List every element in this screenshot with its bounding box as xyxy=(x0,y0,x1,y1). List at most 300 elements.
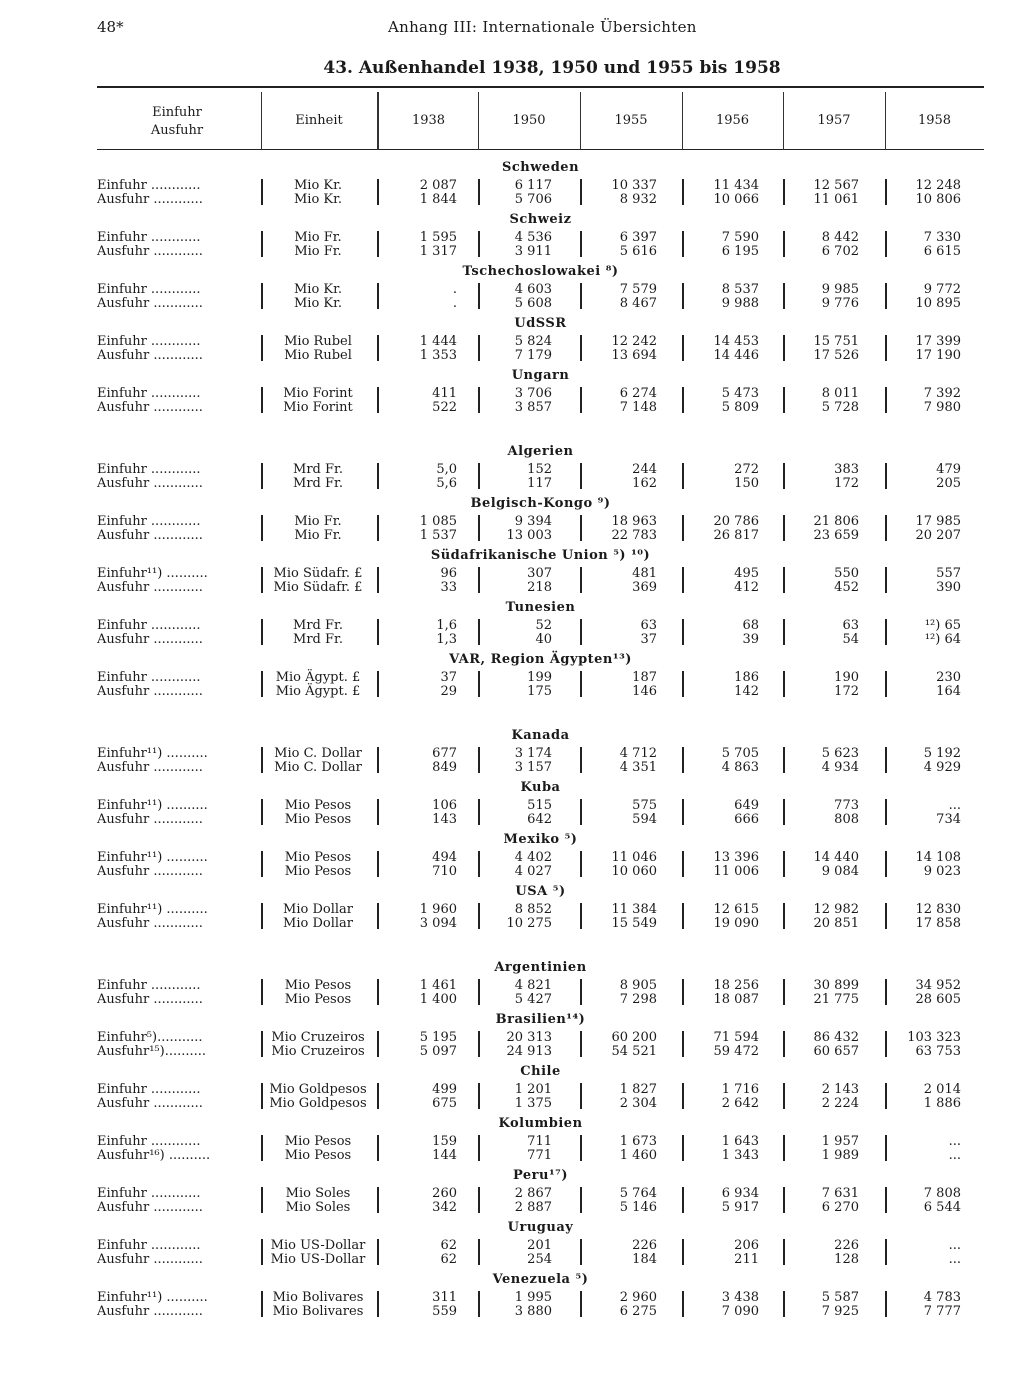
column-divider xyxy=(377,231,379,257)
cell-value: 18 963 xyxy=(611,514,657,529)
cell-value: 96 xyxy=(440,566,457,581)
cell-value: 159 xyxy=(432,1134,457,1149)
cell-value: 5 616 xyxy=(619,244,657,259)
cell-value: 5 587 xyxy=(821,1290,859,1305)
cell-value: 1 400 xyxy=(419,992,457,1007)
row-unit: Mio Bolivares xyxy=(272,1304,364,1319)
column-divider xyxy=(261,1187,263,1213)
row-unit: Mio Rubel xyxy=(284,348,352,363)
cell-value: 7 090 xyxy=(721,1304,759,1319)
row-label-ausfuhr: Ausfuhr ............ xyxy=(97,864,203,879)
cell-value: 2 143 xyxy=(821,1082,859,1097)
column-divider xyxy=(783,979,785,1005)
row-unit: Mio C. Dollar xyxy=(274,760,362,775)
cell-value: 14 446 xyxy=(713,348,759,363)
cell-value: 164 xyxy=(936,684,961,699)
cell-value: 11 006 xyxy=(713,864,759,879)
cell-value: 128 xyxy=(834,1252,859,1267)
cell-value: 54 521 xyxy=(611,1044,657,1059)
cell-value: 3 157 xyxy=(514,760,552,775)
cell-value: 369 xyxy=(632,580,657,595)
cell-value: 11 384 xyxy=(611,902,657,917)
column-divider xyxy=(261,463,263,489)
row-unit: Mio Kr. xyxy=(293,296,343,311)
column-divider xyxy=(261,903,263,929)
cell-value: 412 xyxy=(734,580,759,595)
column-divider xyxy=(783,567,785,593)
cell-value: 184 xyxy=(632,1252,657,1267)
column-divider xyxy=(885,231,887,257)
column-divider xyxy=(580,515,582,541)
row-label-einfuhr: Einfuhr¹¹) .......... xyxy=(97,1290,208,1305)
cell-value: 2 087 xyxy=(419,178,457,193)
row-label-einfuhr: Einfuhr ............ xyxy=(97,462,201,477)
cell-value: 199 xyxy=(527,670,552,685)
row-label-einfuhr: Einfuhr ............ xyxy=(97,978,201,993)
country-data-block xyxy=(97,901,984,934)
column-divider xyxy=(580,671,582,697)
cell-value: 1 343 xyxy=(721,1148,759,1163)
cell-value: 244 xyxy=(632,462,657,477)
row-label-ausfuhr: Ausfuhr ............ xyxy=(97,1096,203,1111)
cell-value: 7 980 xyxy=(923,400,961,415)
row-label-ausfuhr: Ausfuhr ............ xyxy=(97,1200,203,1215)
column-divider xyxy=(377,387,379,413)
cell-value: 24 913 xyxy=(506,1044,552,1059)
cell-value: 9 988 xyxy=(721,296,759,311)
cell-value: 2 014 xyxy=(923,1082,961,1097)
column-divider xyxy=(783,619,785,645)
column-divider xyxy=(885,283,887,309)
country-heading: Tunesien xyxy=(505,600,576,615)
column-divider xyxy=(377,903,379,929)
column-divider xyxy=(682,1187,684,1213)
cell-value: 14 453 xyxy=(713,334,759,349)
row-unit: Mio Kr. xyxy=(293,178,343,193)
column-divider xyxy=(478,903,480,929)
row-unit: Mio Südafr. £ xyxy=(273,566,363,581)
column-divider xyxy=(478,283,480,309)
column-divider xyxy=(478,671,480,697)
row-unit: Mio US-Dollar xyxy=(270,1252,366,1267)
column-divider xyxy=(682,619,684,645)
cell-value: 39 xyxy=(742,632,759,647)
cell-value: 5 146 xyxy=(619,1200,657,1215)
cell-value: 4 821 xyxy=(514,978,552,993)
cell-value: . xyxy=(452,296,457,311)
cell-value: 4 934 xyxy=(821,760,859,775)
row-label-einfuhr: Einfuhr ............ xyxy=(97,386,201,401)
cell-value: 146 xyxy=(632,684,657,699)
cell-value: 21 806 xyxy=(813,514,859,529)
cell-value: 54 xyxy=(842,632,859,647)
cell-value: 9 985 xyxy=(821,282,859,297)
cell-value: 1 201 xyxy=(514,1082,552,1097)
header-top-rule xyxy=(97,86,984,88)
column-divider xyxy=(682,747,684,773)
row-unit: Mrd Fr. xyxy=(293,618,343,633)
cell-value: 7 392 xyxy=(923,386,961,401)
cell-value: 6 195 xyxy=(721,244,759,259)
header-year: 1957 xyxy=(817,113,851,128)
row-unit: Mio Pesos xyxy=(284,864,352,879)
column-divider xyxy=(580,979,582,1005)
row-unit: Mio Cruzeiros xyxy=(271,1044,365,1059)
cell-value: 7 579 xyxy=(619,282,657,297)
row-label-ausfuhr: Ausfuhr ............ xyxy=(97,476,203,491)
cell-value: 6 270 xyxy=(821,1200,859,1215)
row-unit: Mio Fr. xyxy=(294,514,342,529)
cell-value: 675 xyxy=(432,1096,457,1111)
row-label-ausfuhr: Ausfuhr ............ xyxy=(97,1252,203,1267)
cell-value: 10 275 xyxy=(506,916,552,931)
cell-value: 557 xyxy=(936,566,961,581)
column-divider xyxy=(682,1083,684,1109)
column-divider xyxy=(478,1187,480,1213)
row-label-ausfuhr: Ausfuhr ............ xyxy=(97,296,203,311)
column-divider xyxy=(885,903,887,929)
column-divider xyxy=(783,515,785,541)
country-heading: Argentinien xyxy=(494,960,587,975)
row-unit: Mio Pesos xyxy=(284,812,352,827)
column-divider xyxy=(377,1239,379,1265)
column-divider xyxy=(682,979,684,1005)
cell-value: 211 xyxy=(734,1252,759,1267)
column-divider xyxy=(261,283,263,309)
country-heading: Algerien xyxy=(507,444,574,459)
country-data-block xyxy=(97,1237,984,1270)
cell-value: 20 313 xyxy=(506,1030,552,1045)
country-heading: VAR, Region Ägypten¹³) xyxy=(449,652,632,667)
column-divider xyxy=(580,179,582,205)
cell-value: 1 960 xyxy=(419,902,457,917)
column-divider xyxy=(682,1135,684,1161)
cell-value: 711 xyxy=(527,1134,552,1149)
cell-value: 5 473 xyxy=(721,386,759,401)
row-label-einfuhr: Einfuhr¹¹) .......... xyxy=(97,902,208,917)
column-divider xyxy=(261,799,263,825)
cell-value: 1 460 xyxy=(619,1148,657,1163)
cell-value: 4 863 xyxy=(721,760,759,775)
header-separator xyxy=(682,92,683,150)
header-separator xyxy=(885,92,886,150)
header-einfuhr: Einfuhr xyxy=(152,105,202,120)
cell-value: 8 442 xyxy=(821,230,859,245)
cell-value: 495 xyxy=(734,566,759,581)
column-divider xyxy=(885,671,887,697)
cell-value: 15 751 xyxy=(813,334,859,349)
country-heading: Ungarn xyxy=(511,368,570,383)
column-divider xyxy=(478,387,480,413)
column-divider xyxy=(261,671,263,697)
country-data-block xyxy=(97,745,984,778)
cell-value: 6 274 xyxy=(619,386,657,401)
column-divider xyxy=(580,231,582,257)
cell-value: 201 xyxy=(527,1238,552,1253)
cell-value: 9 394 xyxy=(514,514,552,529)
row-label-einfuhr: Einfuhr ............ xyxy=(97,1134,201,1149)
column-divider xyxy=(261,1135,263,1161)
row-label-einfuhr: Einfuhr¹¹) .......... xyxy=(97,850,208,865)
column-divider xyxy=(377,335,379,361)
row-unit: Mio Dollar xyxy=(283,902,353,917)
row-label-einfuhr: Einfuhr ............ xyxy=(97,178,201,193)
cell-value: . xyxy=(452,282,457,297)
column-divider xyxy=(682,515,684,541)
column-divider xyxy=(580,1083,582,1109)
cell-value: 3 706 xyxy=(514,386,552,401)
cell-value: 12 982 xyxy=(813,902,859,917)
cell-value: 143 xyxy=(432,812,457,827)
column-divider xyxy=(478,979,480,1005)
column-divider xyxy=(885,747,887,773)
cell-value: 4 929 xyxy=(923,760,961,775)
row-label-ausfuhr: Ausfuhr ............ xyxy=(97,916,203,931)
cell-value: 1 957 xyxy=(821,1134,859,1149)
row-label-ausfuhr: Ausfuhr ............ xyxy=(97,1304,203,1319)
column-divider xyxy=(580,1135,582,1161)
cell-value: 30 899 xyxy=(813,978,859,993)
column-divider xyxy=(783,1291,785,1317)
cell-value: 152 xyxy=(527,462,552,477)
cell-value: 5 764 xyxy=(619,1186,657,1201)
column-divider xyxy=(783,179,785,205)
row-unit: Mio Kr. xyxy=(293,282,343,297)
column-divider xyxy=(580,799,582,825)
cell-value: 23 659 xyxy=(813,528,859,543)
column-divider xyxy=(377,179,379,205)
column-divider xyxy=(682,283,684,309)
row-label-ausfuhr: Ausfuhr ............ xyxy=(97,244,203,259)
row-label-einfuhr: Einfuhr¹¹) .......... xyxy=(97,798,208,813)
country-data-block xyxy=(97,1029,984,1062)
country-data-block xyxy=(97,1289,984,1322)
column-divider xyxy=(478,335,480,361)
row-label-einfuhr: Einfuhr⁵)........... xyxy=(97,1030,203,1045)
column-divider xyxy=(261,747,263,773)
cell-value: 515 xyxy=(527,798,552,813)
cell-value: 162 xyxy=(632,476,657,491)
column-divider xyxy=(377,283,379,309)
column-divider xyxy=(783,463,785,489)
cell-value: 1 085 xyxy=(419,514,457,529)
cell-value: 218 xyxy=(527,580,552,595)
column-divider xyxy=(580,1239,582,1265)
cell-value: 15 549 xyxy=(611,916,657,931)
column-divider xyxy=(885,387,887,413)
cell-value: 3 857 xyxy=(514,400,552,415)
country-data-block xyxy=(97,461,984,494)
cell-value: 12 242 xyxy=(611,334,657,349)
cell-value: 4 783 xyxy=(923,1290,961,1305)
column-divider xyxy=(377,747,379,773)
column-divider xyxy=(580,1031,582,1057)
column-divider xyxy=(261,1239,263,1265)
column-divider xyxy=(783,903,785,929)
column-divider xyxy=(377,1187,379,1213)
cell-value: 37 xyxy=(440,670,457,685)
row-label-einfuhr: Einfuhr ............ xyxy=(97,334,201,349)
cell-value: 7 298 xyxy=(619,992,657,1007)
cell-value: 10 337 xyxy=(611,178,657,193)
column-divider xyxy=(478,799,480,825)
cell-value: 559 xyxy=(432,1304,457,1319)
cell-value: 12 567 xyxy=(813,178,859,193)
column-divider xyxy=(580,1291,582,1317)
cell-value: 9 772 xyxy=(923,282,961,297)
cell-value: 10 895 xyxy=(915,296,961,311)
cell-value: ... xyxy=(948,1252,961,1267)
cell-value: 11 434 xyxy=(713,178,759,193)
cell-value: 808 xyxy=(834,812,859,827)
cell-value: 710 xyxy=(432,864,457,879)
cell-value: 734 xyxy=(936,812,961,827)
column-divider xyxy=(478,1291,480,1317)
cell-value: 411 xyxy=(432,386,457,401)
cell-value: 260 xyxy=(432,1186,457,1201)
column-divider xyxy=(783,1135,785,1161)
cell-value: 5 195 xyxy=(419,1030,457,1045)
cell-value: 594 xyxy=(632,812,657,827)
cell-value: 106 xyxy=(432,798,457,813)
cell-value: 2 887 xyxy=(514,1200,552,1215)
cell-value: 1,3 xyxy=(436,632,457,647)
column-divider xyxy=(783,1031,785,1057)
country-heading: Venezuela ⁵) xyxy=(492,1272,589,1287)
row-label-ausfuhr: Ausfuhr ............ xyxy=(97,580,203,595)
header-unit: Einheit xyxy=(295,113,343,128)
cell-value: 499 xyxy=(432,1082,457,1097)
column-divider xyxy=(682,179,684,205)
column-divider xyxy=(377,1291,379,1317)
cell-value: 5 809 xyxy=(721,400,759,415)
header-year: 1955 xyxy=(614,113,648,128)
column-divider xyxy=(377,1135,379,1161)
cell-value: 342 xyxy=(432,1200,457,1215)
cell-value: 1 716 xyxy=(721,1082,759,1097)
row-unit: Mio Ägypt. £ xyxy=(275,684,361,699)
row-unit: Mio Goldpesos xyxy=(269,1082,367,1097)
cell-value: 144 xyxy=(432,1148,457,1163)
row-unit: Mio Rubel xyxy=(284,334,352,349)
column-divider xyxy=(261,387,263,413)
column-divider xyxy=(885,619,887,645)
cell-value: ... xyxy=(948,1134,961,1149)
cell-value: 575 xyxy=(632,798,657,813)
cell-value: 62 xyxy=(440,1238,457,1253)
cell-value: 10 066 xyxy=(713,192,759,207)
cell-value: 4 712 xyxy=(619,746,657,761)
cell-value: 18 256 xyxy=(713,978,759,993)
cell-value: 230 xyxy=(936,670,961,685)
row-unit: Mio Fr. xyxy=(294,244,342,259)
column-divider xyxy=(885,979,887,1005)
row-unit: Mio Fr. xyxy=(294,230,342,245)
country-heading: Kanada xyxy=(511,728,570,743)
cell-value: 9 084 xyxy=(821,864,859,879)
row-unit: Mio Dollar xyxy=(283,916,353,931)
header-year: 1950 xyxy=(512,113,546,128)
cell-value: 172 xyxy=(834,684,859,699)
column-divider xyxy=(261,567,263,593)
cell-value: 20 786 xyxy=(713,514,759,529)
cell-value: 5 705 xyxy=(721,746,759,761)
header-separator xyxy=(478,92,479,150)
country-data-block xyxy=(97,617,984,650)
cell-value: 5 824 xyxy=(514,334,552,349)
cell-value: 7 179 xyxy=(514,348,552,363)
country-heading: Mexiko ⁵) xyxy=(503,832,578,847)
cell-value: 4 536 xyxy=(514,230,552,245)
cell-value: ... xyxy=(948,1148,961,1163)
running-title: Anhang III: Internationale Übersichten xyxy=(388,18,697,36)
column-divider xyxy=(580,387,582,413)
column-divider xyxy=(885,567,887,593)
cell-value: 6 702 xyxy=(821,244,859,259)
cell-value: 28 605 xyxy=(915,992,961,1007)
row-label-ausfuhr: Ausfuhr ............ xyxy=(97,632,203,647)
header-year: 1956 xyxy=(715,113,750,128)
table-title: 43. Außenhandel 1938, 1950 und 1955 bis 1958 xyxy=(323,58,781,78)
cell-value: 7 631 xyxy=(821,1186,859,1201)
cell-value: 10 060 xyxy=(611,864,657,879)
cell-value: 5 192 xyxy=(923,746,961,761)
header-separator xyxy=(580,92,581,150)
cell-value: 11 046 xyxy=(611,850,657,865)
cell-value: 6 275 xyxy=(619,1304,657,1319)
cell-value: 1 537 xyxy=(419,528,457,543)
cell-value: 13 396 xyxy=(713,850,759,865)
column-divider xyxy=(783,851,785,877)
column-divider xyxy=(478,747,480,773)
cell-value: 20 851 xyxy=(813,916,859,931)
cell-value: 63 753 xyxy=(915,1044,961,1059)
row-label-einfuhr: Einfuhr ............ xyxy=(97,670,201,685)
column-divider xyxy=(885,799,887,825)
column-divider xyxy=(682,1239,684,1265)
column-divider xyxy=(885,1135,887,1161)
cell-value: 33 xyxy=(440,580,457,595)
country-data-block xyxy=(97,333,984,366)
cell-value: 20 207 xyxy=(915,528,961,543)
column-divider xyxy=(783,335,785,361)
cell-value: 4 402 xyxy=(514,850,552,865)
cell-value: 8 905 xyxy=(619,978,657,993)
column-divider xyxy=(377,799,379,825)
cell-value: 1 353 xyxy=(419,348,457,363)
row-unit: Mio Cruzeiros xyxy=(271,1030,365,1045)
cell-value: 254 xyxy=(527,1252,552,1267)
cell-value: 5 706 xyxy=(514,192,552,207)
cell-value: 13 003 xyxy=(506,528,552,543)
cell-value: 226 xyxy=(632,1238,657,1253)
row-label-einfuhr: Einfuhr ............ xyxy=(97,514,201,529)
cell-value: 5 728 xyxy=(821,400,859,415)
country-data-block xyxy=(97,513,984,546)
country-heading: Uruguay xyxy=(507,1220,574,1235)
country-data-block xyxy=(97,1185,984,1218)
cell-value: 226 xyxy=(834,1238,859,1253)
header-bottom-rule xyxy=(97,149,984,150)
cell-value: 1 827 xyxy=(619,1082,657,1097)
row-unit: Mrd Fr. xyxy=(293,632,343,647)
country-data-block xyxy=(97,385,984,418)
country-data-block xyxy=(97,1133,984,1166)
cell-value: 4 351 xyxy=(619,760,657,775)
country-heading: Belgisch-Kongo ⁹) xyxy=(470,496,611,511)
cell-value: 1,6 xyxy=(436,618,457,633)
column-divider xyxy=(682,231,684,257)
